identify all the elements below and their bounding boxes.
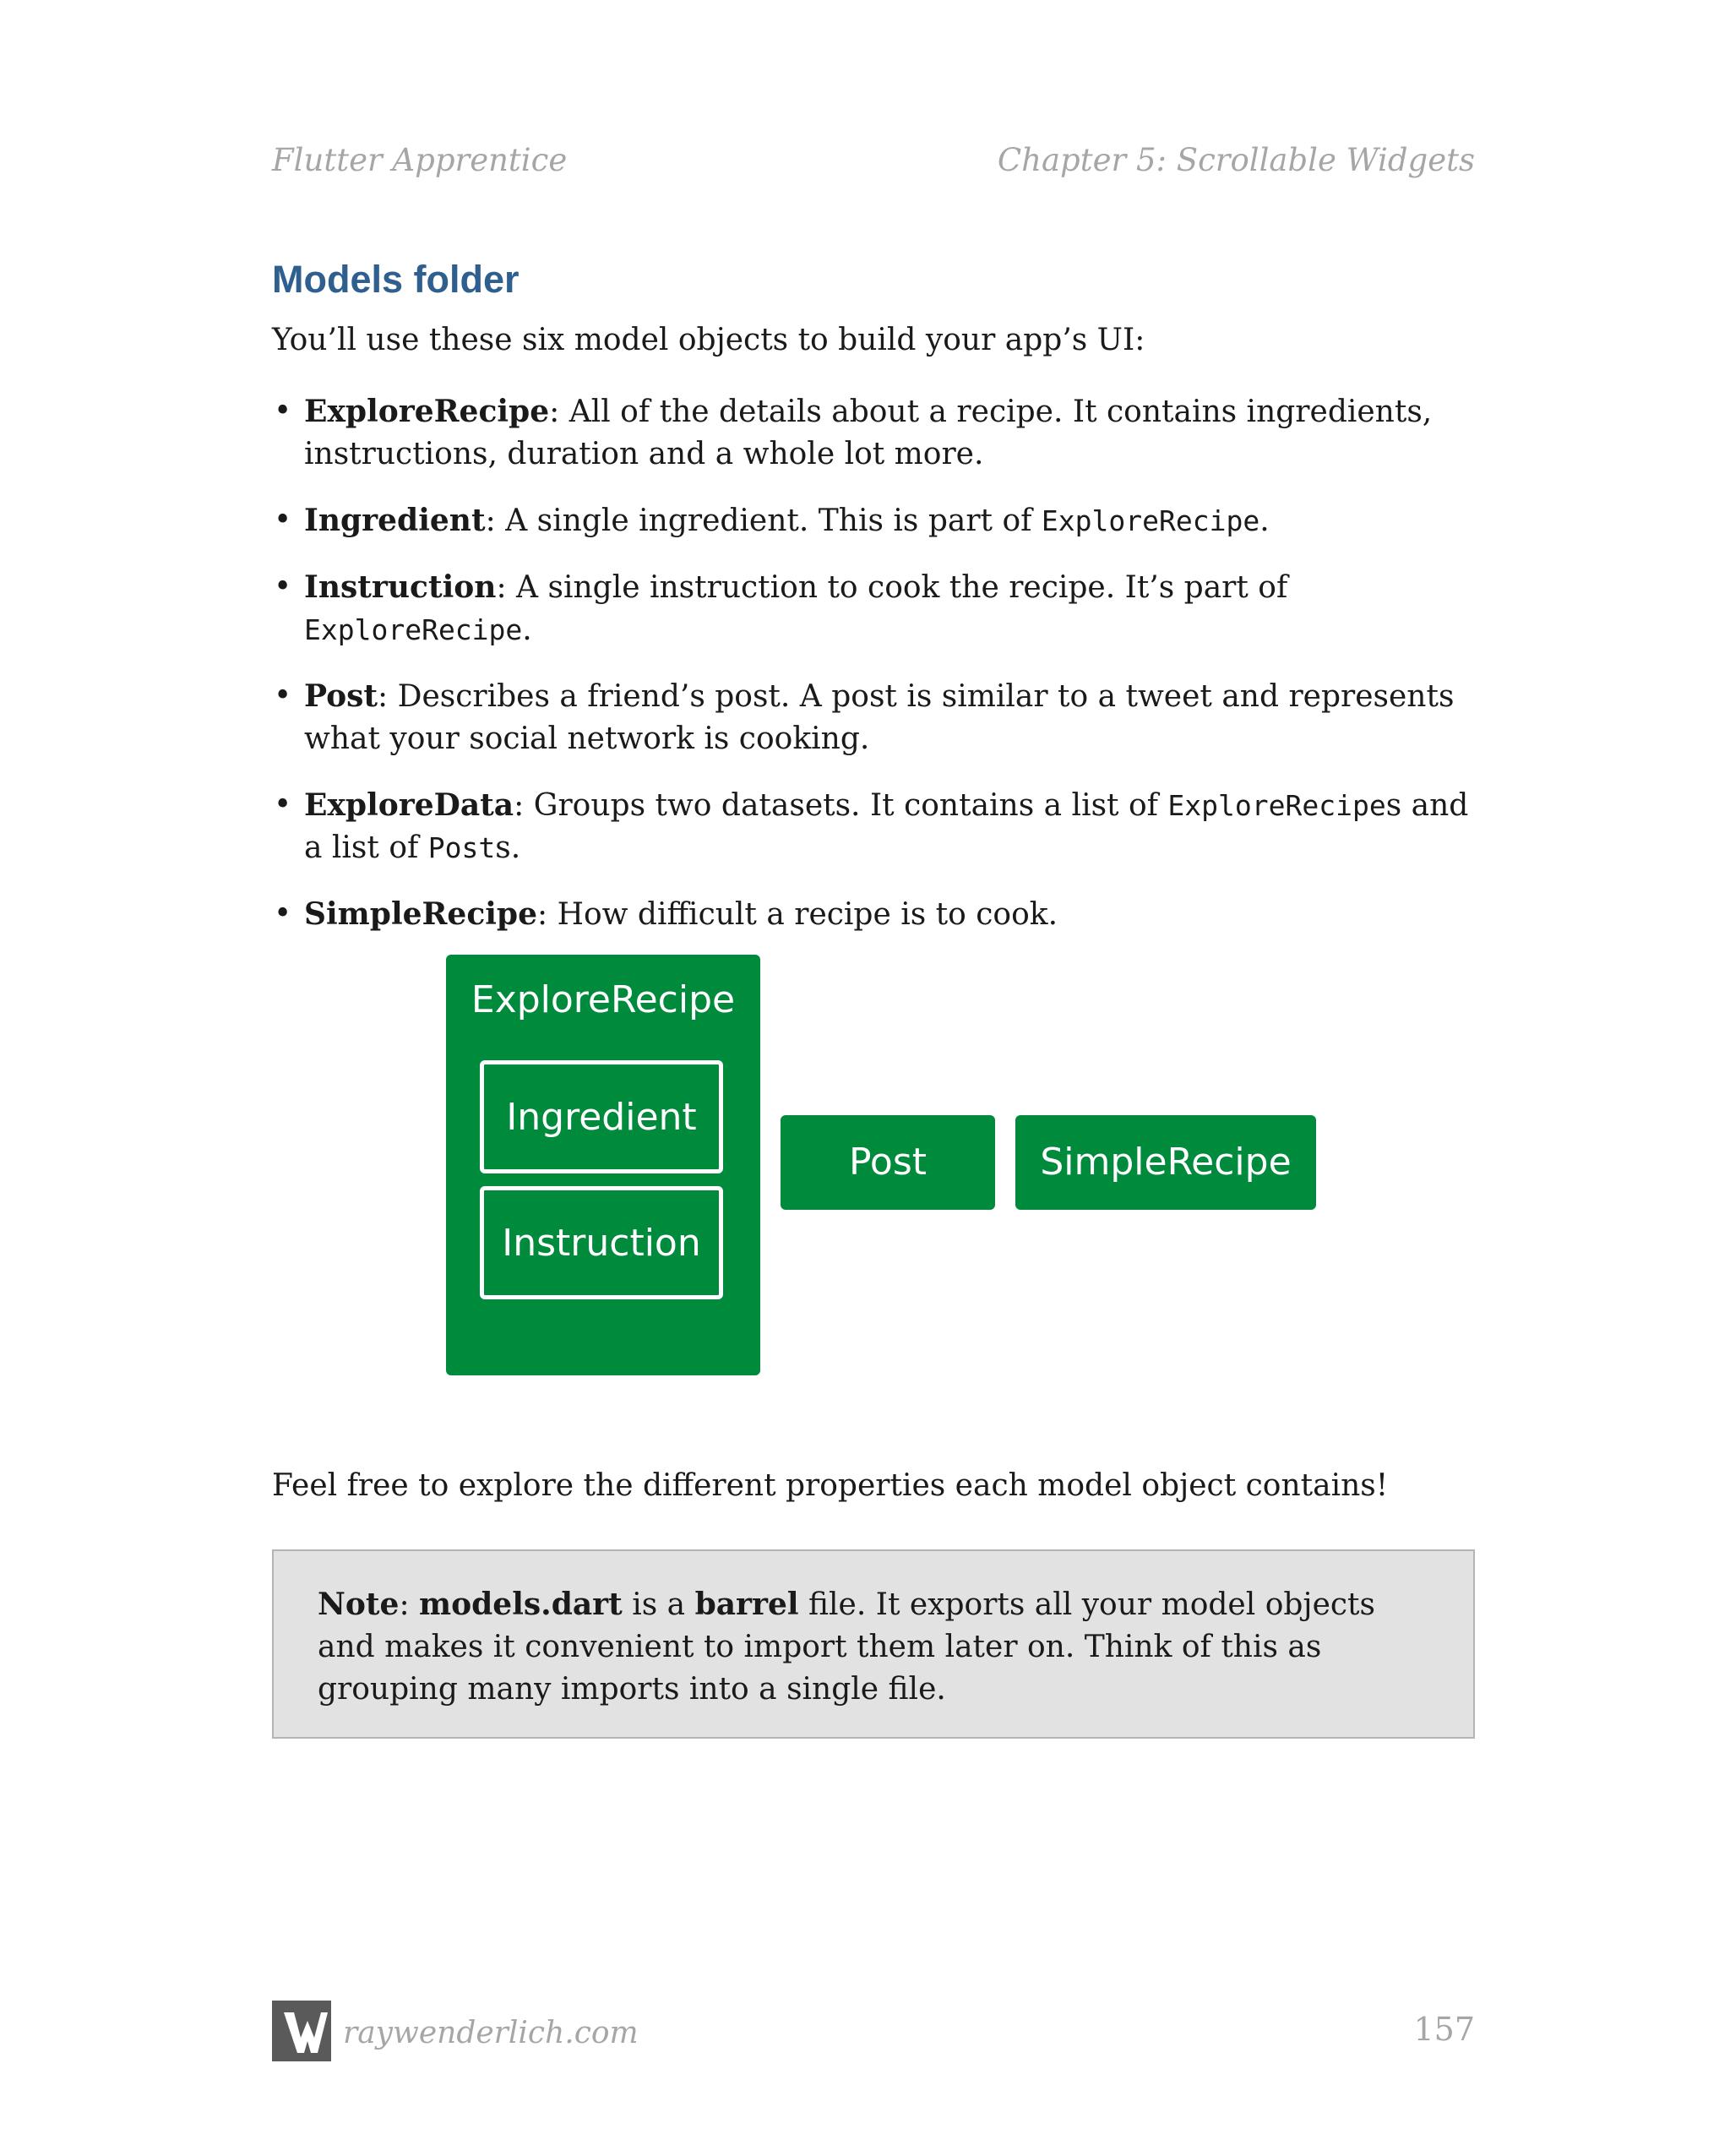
note-box: Note: models.dart is a barrel file. It exports all your model objects and makes it convenient to import them later on. Think of this as grouping many imports into a single file. <box>272 1549 1475 1739</box>
term: Instruction <box>304 569 497 605</box>
section-title: Models folder <box>272 258 520 301</box>
page-number: 157 <box>1413 2011 1475 2048</box>
term: ExploreData <box>304 787 514 823</box>
ingredient-box: Ingredient <box>480 1060 723 1173</box>
note-label: Note <box>318 1587 400 1622</box>
code-inline: ExploreRecipe <box>1167 789 1386 822</box>
instruction-box: Instruction <box>480 1186 723 1299</box>
code-inline: Post <box>427 831 496 864</box>
footer-site: raywenderlich.com <box>343 2016 639 2050</box>
list-item: • ExploreRecipe: All of the details about a recipe. It contains ingredients, instructions, duration and a whole lot more. <box>274 394 1433 471</box>
list-item: • Instruction: A single instruction to cook the recipe. It’s part of ExploreRecipe. <box>274 569 1288 647</box>
term: SimpleRecipe <box>304 896 538 932</box>
models-diagram <box>446 955 1316 1379</box>
raywenderlich-logo-icon <box>272 2001 331 2061</box>
chapter-title: Chapter 5: Scrollable Widgets <box>997 142 1475 178</box>
list-item: • Post: Describes a friend’s post. A post is similar to a tweet and represents what your social network is cooking. <box>274 678 1455 756</box>
code-inline: ExploreRecipe <box>304 613 523 646</box>
term: Post <box>304 678 378 714</box>
note-file: models.dart <box>419 1587 623 1622</box>
code-inline: ExploreRecipe <box>1041 504 1260 537</box>
closing-paragraph: Feel free to explore the different properties each model object contains! <box>272 1468 1389 1503</box>
list-item: • Ingredient: A single ingredient. This is part of ExploreRecipe. <box>274 503 1270 538</box>
model-list <box>272 390 1475 960</box>
term: Ingredient <box>304 503 486 538</box>
note-barrel: barrel <box>694 1587 799 1622</box>
book-title: Flutter Apprentice <box>272 142 568 178</box>
explore-recipe-label: ExploreRecipe <box>471 978 736 1021</box>
simple-recipe-box: SimpleRecipe <box>1015 1115 1316 1210</box>
term: ExploreRecipe <box>304 394 550 429</box>
page-header <box>272 142 1475 193</box>
explore-recipe-box <box>446 955 760 1375</box>
list-item: • SimpleRecipe: How difficult a recipe is to cook. <box>274 896 1058 932</box>
intro-paragraph: You’ll use these six model objects to build your app’s UI: <box>272 323 1145 357</box>
list-item: • ExploreData: Groups two datasets. It contains a list of ExploreRecipes and a list of Posts. <box>274 787 1469 865</box>
post-box: Post <box>781 1115 995 1210</box>
